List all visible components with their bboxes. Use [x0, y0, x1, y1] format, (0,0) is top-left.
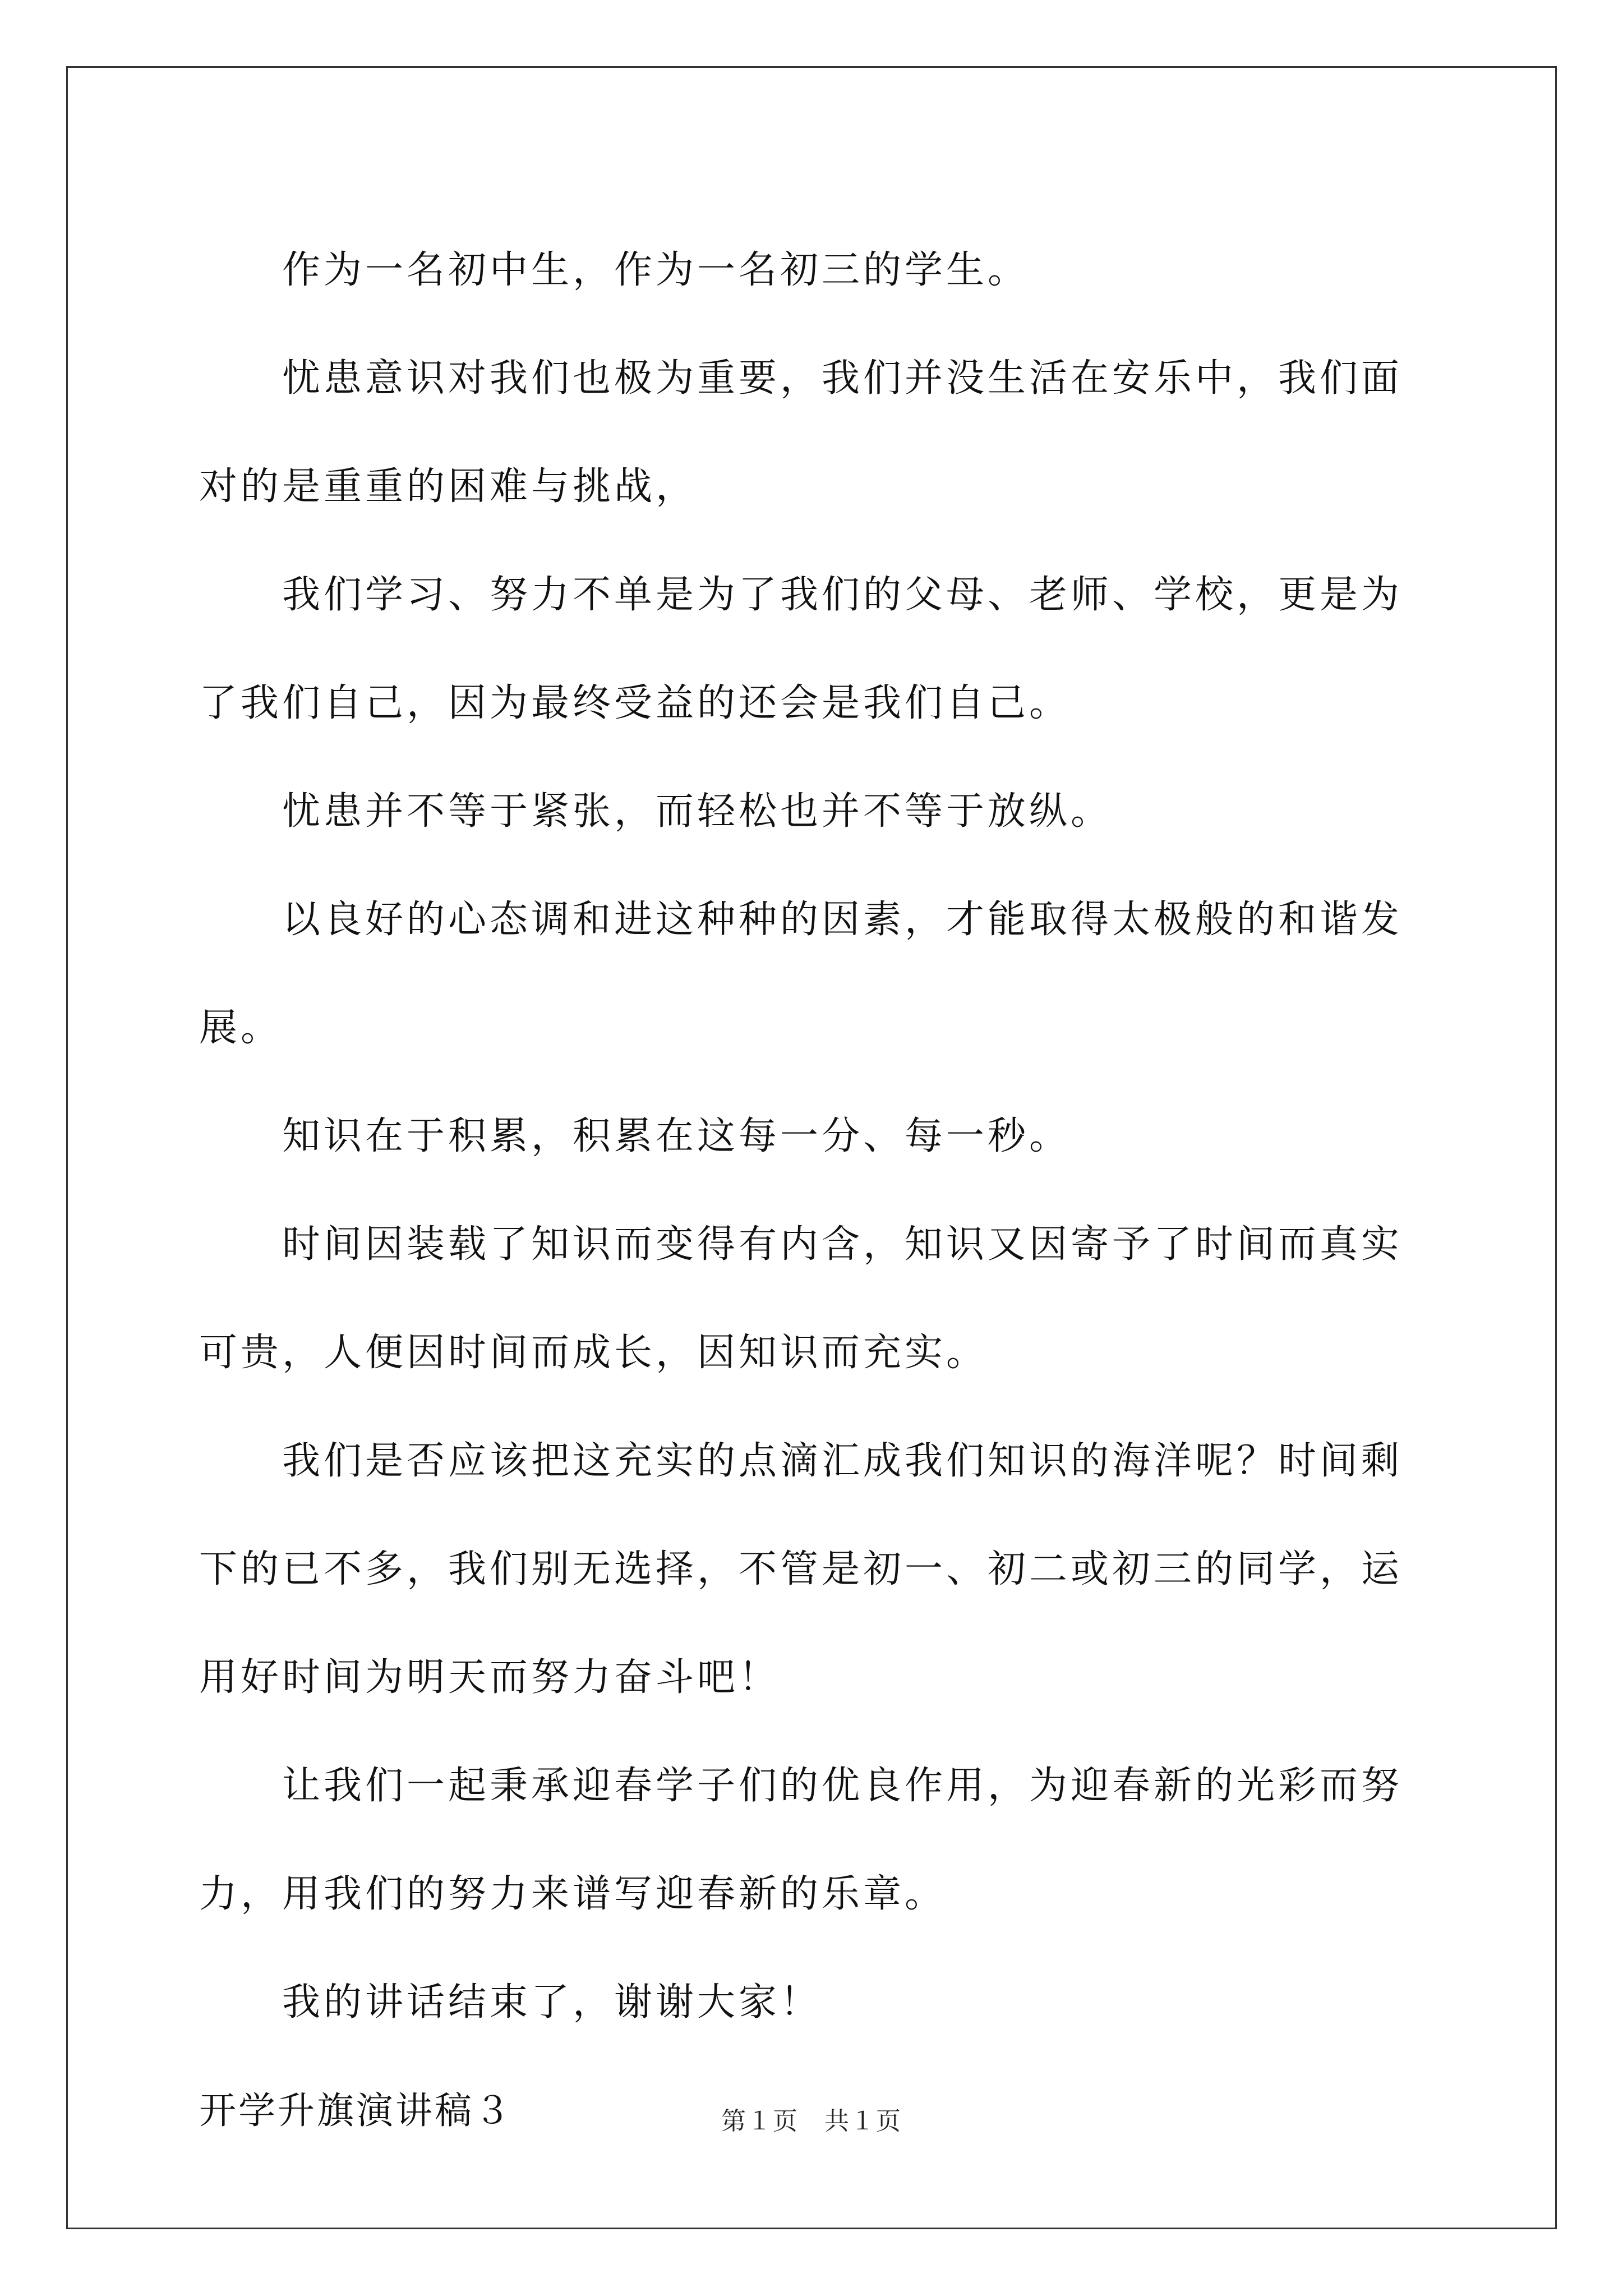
paragraph-1: 作为一名初中生，作为一名初三的学生。 [282, 248, 1030, 292]
document-body [199, 216, 1424, 2165]
paragraph-5: 以良好的心态调和进这种种的因素，才能取得太极般的和谐发展。 [199, 898, 1403, 1050]
paragraph-7: 时间因装载了知识而变得有内含，知识又因寄予了时间而真实可贵，人便因时间而成长，因知识而充实。 [199, 1222, 1403, 1375]
paragraph-3: 我们学习、努力不单是为了我们的父母、老师、学校，更是为了我们自己，因为最终受益的还会是我们自己。 [199, 573, 1403, 725]
paragraph-2: 忧患意识对我们也极为重要，我们并没生活在安乐中，我们面对的是重重的困难与挑战， [199, 356, 1403, 509]
paragraph-9: 让我们一起秉承迎春学子们的优良作用，为迎春新的光彩而努力，用我们的努力来谱写迎春新的乐章。 [199, 1764, 1403, 1916]
paragraph-6: 知识在于积累，积累在这每一分、每一秒。 [282, 1114, 1071, 1158]
paragraph-10: 我的讲话结束了，谢谢大家！ [282, 1980, 822, 2024]
page-number-footer: 第１页 共１页 [721, 2107, 902, 2136]
section-heading: 开学升旗演讲稿３ [199, 2089, 513, 2132]
paragraph-4: 忧患并不等于紧张，而轻松也并不等于放纵。 [282, 789, 1113, 834]
paragraph-8: 我们是否应该把这充实的点滴汇成我们知识的海洋呢？时间剩下的已不多，我们别无选择，不管是初一、初二或初三的同学，运用好时间为明天而努力奋斗吧！ [199, 1439, 1403, 1700]
